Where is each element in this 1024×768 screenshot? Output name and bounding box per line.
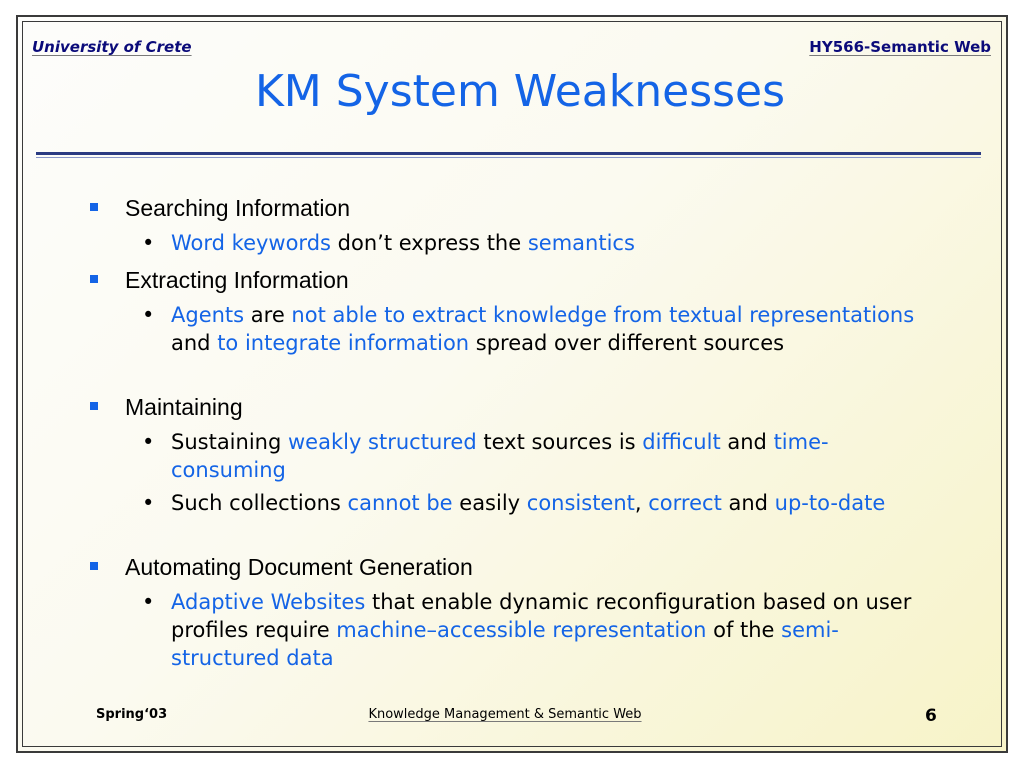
text-run: are: [244, 303, 292, 327]
footer-term: Spring‘03: [96, 707, 168, 722]
text-run: time-consuming: [171, 430, 829, 482]
text-run: Sustaining: [171, 430, 288, 454]
text-run: machine–accessible representation: [336, 618, 707, 642]
text-run: weakly structured: [287, 430, 477, 454]
bullet-heading: Extracting Information: [125, 267, 349, 293]
sub-bullet: [171, 588, 931, 672]
text-run: and: [721, 491, 775, 515]
sub-bullet: [171, 489, 931, 517]
square-bullet-icon: [90, 203, 98, 211]
dot-bullet-icon: •: [142, 303, 155, 327]
text-run: semi-structured data: [171, 618, 839, 670]
text-run: semantics: [527, 231, 635, 255]
text-run: don’t express the: [330, 231, 528, 255]
text-run: spread over different sources: [469, 331, 785, 355]
text-run: up-to-date: [774, 491, 886, 515]
dot-bullet-icon: •: [142, 231, 155, 255]
text-run: that enable dynamic reconfiguration based on user profiles require: [171, 590, 912, 642]
sub-bullet: [171, 229, 931, 257]
sub-bullet: [171, 428, 931, 484]
bullet-heading: Maintaining: [125, 394, 243, 420]
square-bullet-icon: [90, 275, 98, 283]
text-run: correct: [648, 491, 722, 515]
sub-bullet: [171, 301, 931, 357]
footer-course-title: Knowledge Management & Semantic Web: [368, 707, 642, 722]
text-run: ,: [634, 491, 649, 515]
text-run: easily: [452, 491, 527, 515]
text-run: of the: [706, 618, 782, 642]
text-run: Agents: [171, 303, 245, 327]
text-run: Such collections: [171, 491, 348, 515]
text-run: and: [171, 331, 218, 355]
text-run: Adaptive Websites: [171, 590, 366, 614]
header-course: HY566-Semantic Web: [809, 38, 991, 56]
text-run: Word keywords: [171, 231, 331, 255]
slide-title: KM System Weaknesses: [254, 66, 786, 117]
square-bullet-icon: [90, 402, 98, 410]
dot-bullet-icon: •: [142, 491, 155, 515]
text-run: difficult: [642, 430, 721, 454]
header-institution: University of Crete: [32, 38, 192, 56]
page-number: 6: [925, 706, 937, 726]
dot-bullet-icon: •: [142, 590, 155, 614]
text-run: cannot be: [347, 491, 453, 515]
text-run: consistent: [526, 491, 635, 515]
text-run: not able to extract knowledge from textual representations: [291, 303, 915, 327]
text-run: and: [720, 430, 774, 454]
bullet-heading: Automating Document Generation: [125, 554, 473, 580]
square-bullet-icon: [90, 562, 98, 570]
bullet-heading: Searching Information: [125, 195, 351, 221]
text-run: text sources is: [476, 430, 643, 454]
dot-bullet-icon: •: [142, 430, 155, 454]
text-run: to integrate information: [217, 331, 470, 355]
